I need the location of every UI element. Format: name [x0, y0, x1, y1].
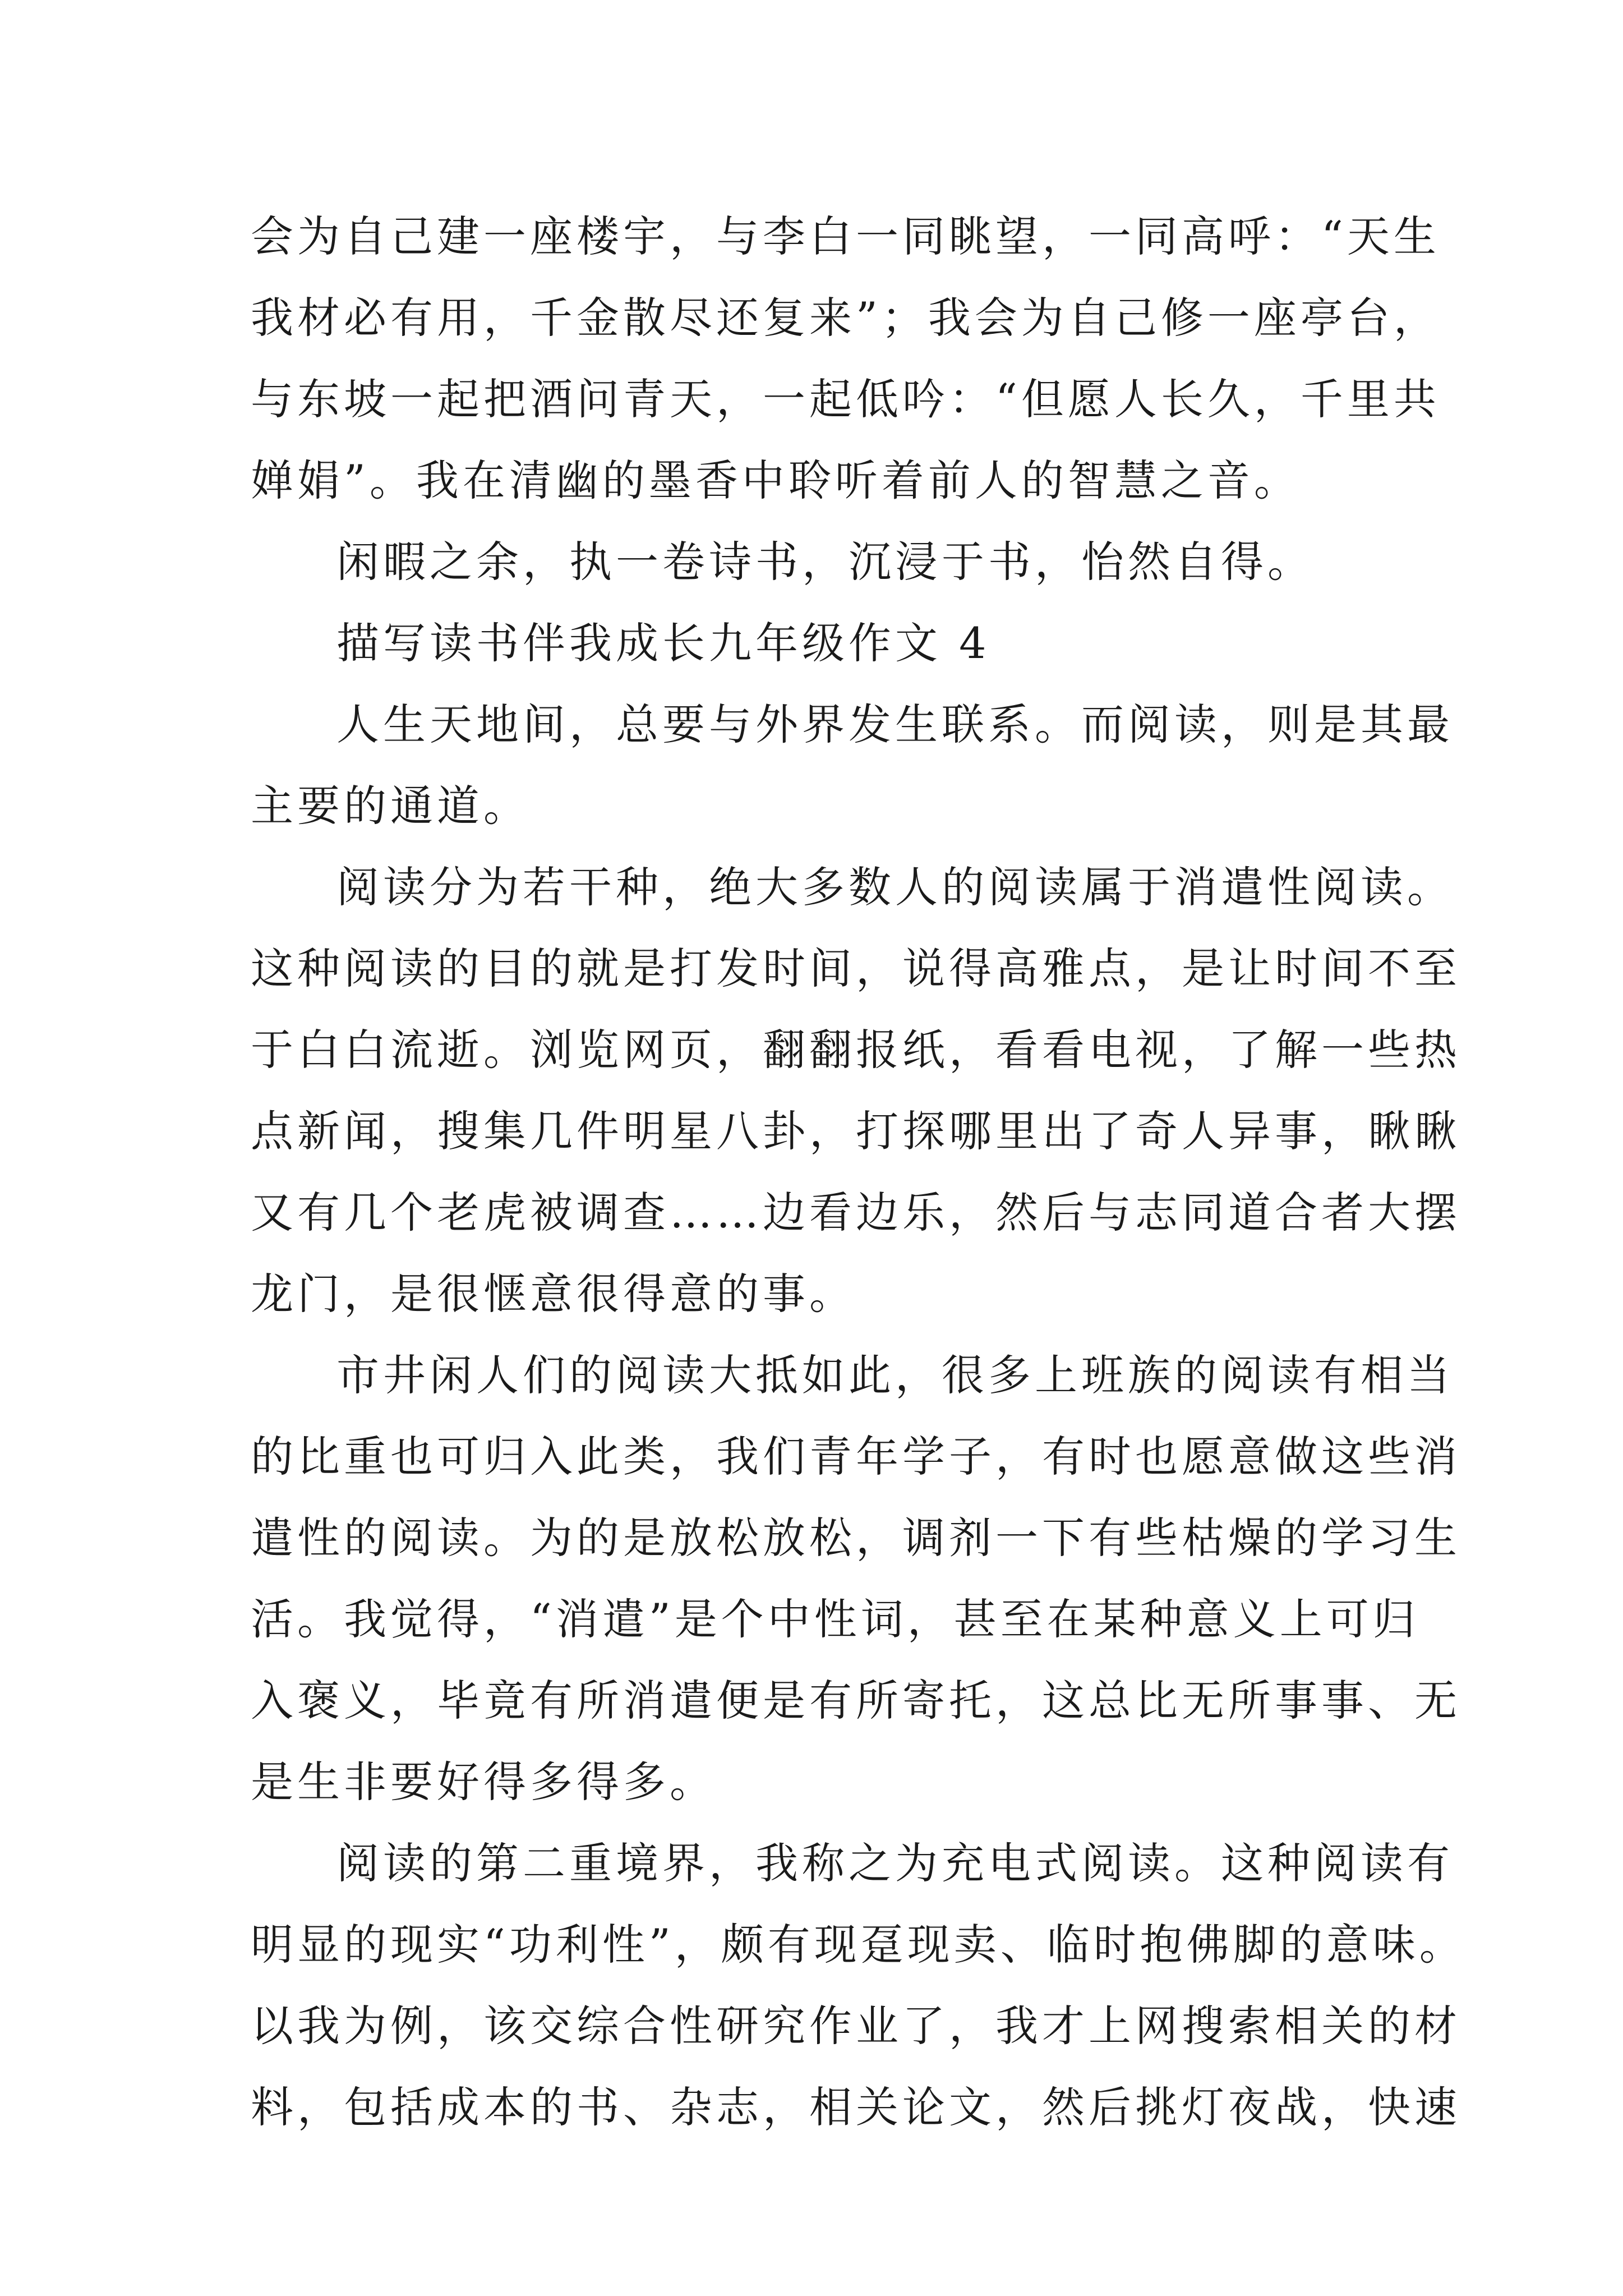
text-line: 阅读分为若干种，绝大多数人的阅读属于消遣性阅读。: [336, 862, 1454, 912]
text-line: 与东坡一起把酒问青天，一起低吟：“但愿人长久，千里共: [251, 374, 1440, 424]
text-line: 料，包括成本的书、杂志，相关论文，然后挑灯夜战，快速: [251, 2082, 1461, 2132]
text-line: 这种阅读的目的就是打发时间，说得高雅点，是让时间不至: [251, 944, 1461, 993]
text-line: 入褒义，毕竟有所消遣便是有所寄托，这总比无所事事、无: [251, 1676, 1461, 1726]
text-line: 明显的现实“功利性”，颇有现趸现卖、临时抱佛脚的意味。: [251, 1920, 1466, 1970]
text-line: 婵娟”。我在清幽的墨香中聆听着前人的智慧之音。: [251, 455, 1301, 505]
text-line: 龙门，是很惬意很得意的事。: [251, 1269, 856, 1319]
text-line: 的比重也可归入此类，我们青年学子，有时也愿意做这些消: [251, 1432, 1461, 1481]
text-line: 我材必有用，千金散尽还复来”；我会为自己修一座亭台，: [251, 293, 1440, 343]
text-line: 阅读的第二重境界，我称之为充电式阅读。这种阅读有: [336, 1838, 1454, 1888]
text-line: 人生天地间，总要与外界发生联系。而阅读，则是其最: [336, 700, 1454, 749]
text-line: 遣性的阅读。为的是放松放松，调剂一下有些枯燥的学习生: [251, 1513, 1461, 1563]
text-line: 主要的通道。: [251, 781, 530, 831]
text-line: 会为自己建一座楼宇，与李白一同眺望，一同高呼：“天生: [251, 211, 1440, 261]
text-line: 活。我觉得，“消遣”是个中性词，甚至在某种意义上可归: [251, 1594, 1419, 1644]
text-line: 以我为例，该交综合性研究作业了，我才上网搜索相关的材: [251, 2001, 1461, 2051]
text-line: 闲暇之余，执一卷诗书，沉浸于书，怡然自得。: [336, 537, 1314, 587]
text-line: 点新闻，搜集几件明星八卦，打探哪里出了奇人异事，瞅瞅: [251, 1106, 1461, 1156]
section-heading: 描写读书伴我成长九年级作文 4: [336, 618, 990, 668]
text-line: 于白白流逝。浏览网页，翻翻报纸，看看电视，了解一些热: [251, 1025, 1461, 1075]
text-line: 市井闲人们的阅读大抵如此，很多上班族的阅读有相当: [336, 1350, 1454, 1400]
text-line: 又有几个老虎被调查……边看边乐，然后与志同道合者大摆: [251, 1188, 1461, 1237]
text-line: 是生非要好得多得多。: [251, 1757, 716, 1807]
